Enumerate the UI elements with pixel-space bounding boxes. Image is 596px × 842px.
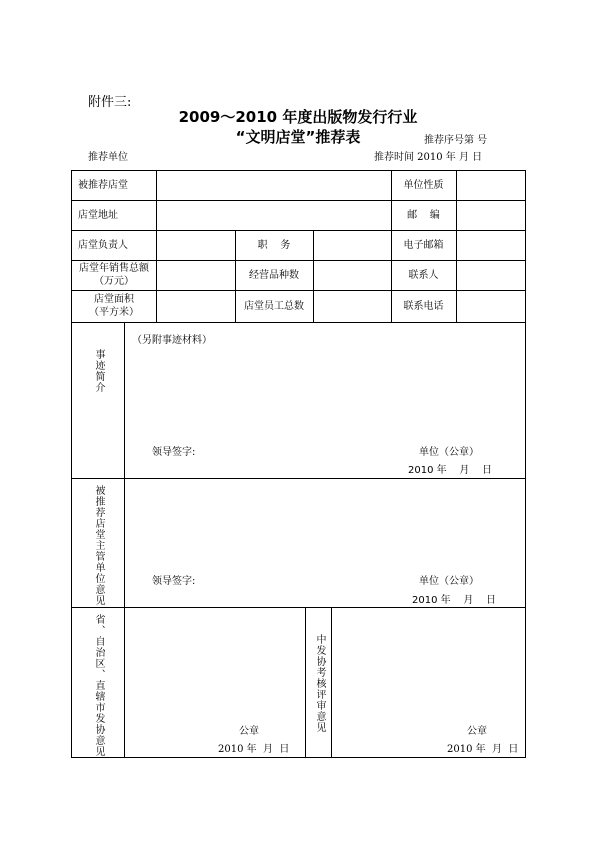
col-divider	[305, 607, 306, 758]
attachment-label: 附件三:	[88, 95, 132, 110]
annual-sales-unit: （万元）	[94, 276, 134, 287]
cbda-label: 中发协考核评审意见	[314, 634, 325, 733]
supervisor-leader-sign: 领导签字:	[152, 576, 196, 587]
position-field[interactable]	[313, 230, 391, 260]
store-name-field[interactable]	[156, 171, 391, 200]
staff-total-label: 店堂员工总数	[244, 300, 304, 312]
deeds-date: 2010 年 月 日	[408, 465, 493, 476]
phone-label: 联系电话	[403, 300, 444, 312]
contact-label: 联系人	[408, 269, 439, 281]
annual-sales-field[interactable]	[156, 260, 235, 290]
product-varieties-label: 经营品种数	[249, 269, 299, 281]
supervisor-date: 2010 年 月 日	[412, 595, 497, 606]
store-name-label: 被推荐店堂	[78, 180, 128, 191]
supervisor-unit-seal: 单位（公章）	[419, 576, 479, 587]
store-manager-field[interactable]	[156, 230, 235, 260]
supervisor-label: 被推荐店堂主管单位意见	[93, 485, 104, 606]
supervisor-field[interactable]	[125, 479, 525, 607]
email-field[interactable]	[456, 230, 525, 260]
province-date: 2010 年 月 日	[218, 744, 290, 755]
store-area-text: 店堂面积	[94, 294, 134, 305]
unit-nature-label: 单位性质	[403, 180, 444, 191]
staff-total-field[interactable]	[313, 290, 391, 322]
cbda-seal: 公章	[467, 726, 487, 737]
annual-sales-text: 店堂年销售总额	[79, 263, 149, 274]
position-label: 职 务	[257, 239, 291, 251]
recommending-unit-label: 推荐单位	[88, 152, 128, 163]
form-title-line1: 2009～2010 年度出版物发行行业	[178, 108, 418, 126]
contact-field[interactable]	[456, 260, 525, 290]
deeds-note: （另附事迹材料）	[132, 335, 212, 346]
province-label: 省、自治区、直辖市发协意见	[93, 614, 104, 757]
product-varieties-field[interactable]	[313, 260, 391, 290]
postcode-label: 邮 编	[407, 209, 440, 221]
store-address-field[interactable]	[156, 200, 391, 230]
email-label: 电子邮箱	[403, 239, 444, 251]
recommendation-table	[71, 170, 526, 758]
form-title-line2: “文明店堂”推荐表	[235, 128, 361, 146]
cbda-field[interactable]	[332, 608, 525, 758]
deeds-unit-seal: 单位（公章）	[419, 447, 479, 458]
deeds-leader-sign: 领导签字:	[152, 447, 196, 458]
province-seal: 公章	[239, 726, 259, 737]
annual-sales-label	[72, 260, 156, 290]
deeds-label: 事迹简介	[93, 349, 104, 393]
serial-number-label: 推荐序号第 号	[424, 135, 488, 146]
store-area-unit: （平方米）	[89, 307, 139, 318]
province-field[interactable]	[125, 608, 305, 758]
phone-field[interactable]	[456, 290, 525, 322]
deeds-field[interactable]	[125, 323, 525, 478]
unit-nature-field[interactable]	[456, 171, 525, 200]
store-address-label: 店堂地址	[78, 209, 118, 221]
store-area-field[interactable]	[156, 290, 235, 322]
store-manager-label: 店堂负责人	[78, 239, 128, 251]
store-area-label	[72, 290, 156, 322]
postcode-field[interactable]	[456, 200, 525, 230]
recommend-time-label: 推荐时间 2010 年 月 日	[374, 152, 483, 163]
cbda-date: 2010 年 月 日	[447, 744, 519, 755]
